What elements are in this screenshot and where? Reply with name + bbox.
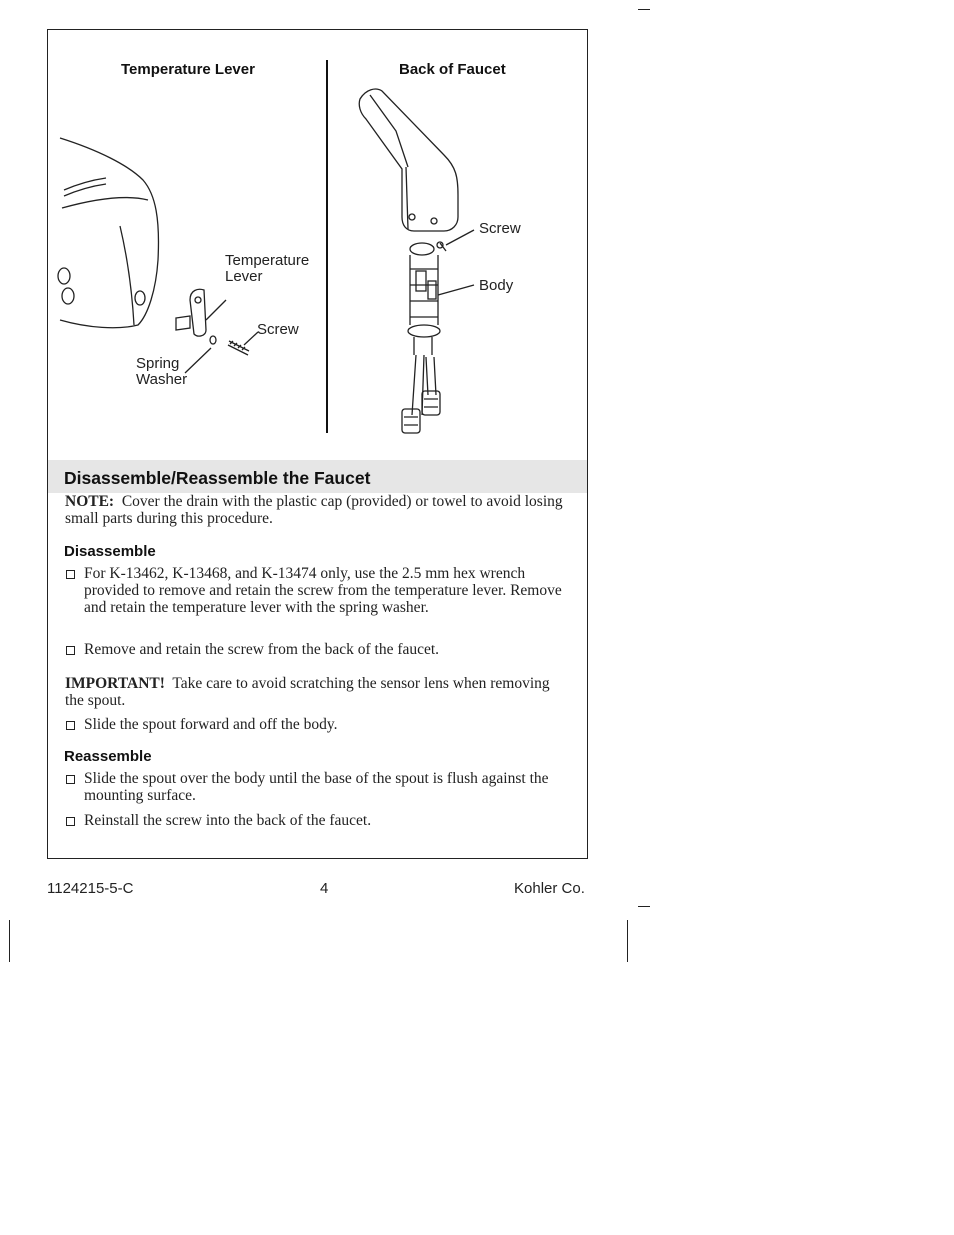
- important-text: Take care to avoid scratching the sensor lens when removing the spout.: [65, 675, 550, 709]
- reassemble-step-2: [65, 812, 565, 829]
- checkbox-icon: [66, 570, 75, 579]
- crop-mark-top-right: [638, 9, 650, 10]
- crop-mark-left-vertical: [9, 920, 10, 962]
- step-text: Slide the spout over the body until the base of the spout is flush against the mounting surface.: [84, 770, 549, 804]
- section-title: Disassemble/Reassemble the Faucet: [64, 468, 371, 488]
- callout-screw-right: Screw: [479, 220, 521, 237]
- step-text: Slide the spout forward and off the body.: [84, 716, 338, 733]
- figure-title-back-of-faucet: Back of Faucet: [399, 61, 506, 78]
- content-frame: [47, 29, 588, 859]
- checkbox-icon: [66, 646, 75, 655]
- footer-doc-number: 1124215-5-C: [47, 880, 134, 897]
- figure-title-temperature-lever: Temperature Lever: [121, 61, 255, 78]
- step-text: Remove and retain the screw from the back of the faucet.: [84, 641, 440, 658]
- reassemble-step-1: [65, 770, 565, 804]
- step-text: For K-13462, K-13468, and K-13474 only, use the 2.5 mm hex wrench provided to remove and retain the screw from the temperature lever. Remove and retain the temperature lever with the spring washer.: [84, 565, 562, 616]
- note-label: NOTE:: [65, 493, 115, 510]
- step-text: Reinstall the screw into the back of the faucet.: [84, 812, 372, 829]
- callout-screw-left: Screw: [257, 321, 299, 338]
- reassemble-heading: Reassemble: [64, 748, 152, 765]
- crop-mark-right-vertical: [627, 920, 628, 962]
- disassemble-step-2: [65, 641, 565, 658]
- footer-page-number: 4: [320, 880, 329, 897]
- back-of-faucet-illustration: [348, 85, 488, 445]
- disassemble-step-3: [65, 716, 565, 733]
- note-paragraph: [65, 493, 565, 527]
- figure-divider: [326, 60, 328, 433]
- note-text: Cover the drain with the plastic cap (provided) or towel to avoid losing small parts during this procedure.: [65, 493, 563, 527]
- disassemble-step-1: [65, 565, 565, 616]
- disassemble-heading: Disassemble: [64, 543, 156, 560]
- footer-company: Kohler Co.: [514, 880, 585, 897]
- checkbox-icon: [66, 721, 75, 730]
- callout-temperature-lever: Temperature Lever: [225, 252, 310, 285]
- section-header-bar: [48, 460, 587, 493]
- important-paragraph: [65, 675, 565, 709]
- crop-mark-right-middle: [638, 906, 650, 907]
- checkbox-icon: [66, 775, 75, 784]
- callout-body: Body: [479, 277, 514, 294]
- callout-spring-washer: Spring Washer: [136, 355, 188, 388]
- checkbox-icon: [66, 817, 75, 826]
- important-label: IMPORTANT!: [65, 675, 165, 692]
